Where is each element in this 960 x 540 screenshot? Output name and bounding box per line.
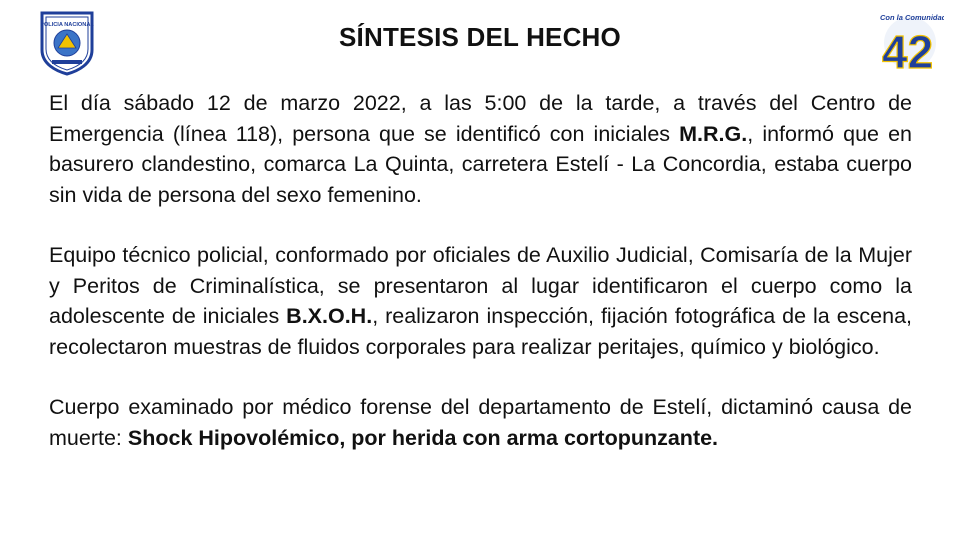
policia-nacional-label: POLICIA NACIONAL [40, 22, 94, 28]
con-la-comunidad-label: Con la Comunidad [880, 13, 944, 22]
paragraph-forensic [49, 392, 912, 453]
victim-initials: B.X.O.H. [286, 304, 373, 328]
paragraph-text: , realizaron inspección, fijación fotográfica de la escena, recolectaron muestras de fluidos corporales para realizar peritajes, químico y biológico. [49, 304, 912, 359]
paragraph-investigation [49, 240, 912, 362]
reporter-initials: M.R.G. [679, 121, 748, 146]
paragraph-text: Cuerpo examinado por médico forense del departamento de Estelí, dictaminó causa de muerte: [49, 395, 912, 450]
page-title: SÍNTESIS DEL HECHO [339, 22, 621, 52]
paragraph-report [49, 88, 912, 210]
cause-of-death: Shock Hipovolémico, por herida con arma cortopunzante. [127, 425, 719, 450]
paragraph-text: El día sábado 12 de marzo 2022, a las 5:00 de la tarde, a través del Centro de Emergencia (línea 118), persona que se identificó con iniciales [49, 91, 912, 146]
con-la-comunidad-42-logo-icon [872, 6, 944, 76]
anniversary-number: 42 [882, 26, 934, 76]
incident-summary-body [49, 88, 912, 483]
paragraph-text: Equipo técnico policial, conformado por oficiales de Auxilio Judicial, Comisaría de la Mujer y Peritos de Criminalística, se presentaron al lugar identificaron el cuerpo como la adolescente de iniciales [49, 243, 912, 328]
con-la-comunidad-42-logo [872, 6, 944, 76]
paragraph-text: , informó que en basurero clandestino, comarca La Quinta, carretera Estelí - La Concordia, estaba cuerpo sin vida de persona del sexo femenino. [49, 121, 913, 207]
